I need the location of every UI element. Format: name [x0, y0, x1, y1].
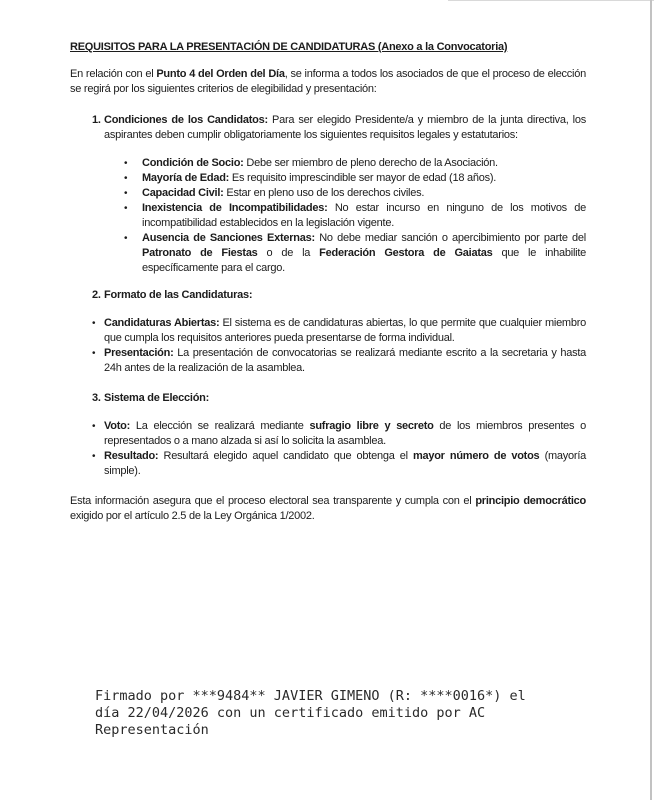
signature-line: Firmado por ***9484** JAVIER GIMENO (R: ****0016*) el — [95, 688, 526, 704]
list-item — [70, 201, 586, 231]
list-item — [70, 171, 586, 186]
list-item-text: Capacidad Civil: Estar en pleno uso de los derechos civiles. — [142, 187, 425, 199]
bullet-icon: • — [124, 203, 128, 214]
item-number: 2. — [92, 289, 101, 301]
bullet-list-1 — [70, 156, 586, 276]
item-heading: Formato de las Candidaturas: — [104, 289, 253, 301]
numbered-item-3 — [70, 391, 586, 406]
signature-block — [95, 688, 526, 739]
bullet-list-3 — [70, 419, 586, 479]
list-item-text: Resultado: Resultará elegido aquel candidato que obtenga el mayor número de votos (mayoría simple). — [104, 450, 586, 477]
list-item — [70, 156, 586, 171]
list-item-text: Ausencia de Sanciones Externas: No debe mediar sanción o apercibimiento por parte del Patronato de Fiestas o de la Federación Gestora de Gaiatas que le inhabilite específicamente para el cargo. — [142, 232, 587, 274]
list-item-text: Mayoría de Edad: Es requisito imprescindible ser mayor de edad (18 años). — [142, 172, 497, 184]
scan-edge-top — [448, 0, 654, 1]
list-item-text: Inexistencia de Incompatibilidades: No estar incurso en ninguno de los motivos de incompatibilidad establecidos en la legislación vigente. — [142, 202, 586, 229]
bullet-icon: • — [124, 158, 128, 169]
item-number: 3. — [92, 392, 101, 404]
list-item — [70, 186, 586, 201]
list-item — [70, 449, 586, 479]
numbered-item-2 — [70, 288, 586, 303]
bullet-icon: • — [92, 348, 96, 359]
bullet-icon: • — [124, 188, 128, 199]
document-content — [70, 40, 586, 524]
list-item — [70, 316, 586, 346]
closing-paragraph: Esta información asegura que el proceso electoral sea transparente y cumpla con el principio democrático exigido por el artículo 2.5 de la Ley Orgánica 1/2002. — [70, 495, 586, 522]
bullet-icon: • — [124, 173, 128, 184]
list-item-text: Presentación: La presentación de convocatorias se realizará mediante escrito a la secretaria y hasta 24h antes de la realización de la asamblea. — [104, 347, 586, 374]
bullet-icon: • — [92, 451, 96, 462]
signature-line: Representación — [95, 722, 209, 738]
list-item-text: Condición de Socio: Debe ser miembro de pleno derecho de la Asociación. — [142, 157, 498, 169]
item-heading: Sistema de Elección: — [104, 392, 210, 404]
document-title: REQUISITOS PARA LA PRESENTACIÓN DE CANDIDATURAS (Anexo a la Convocatoria) — [70, 41, 508, 53]
list-item — [70, 419, 586, 449]
bullet-icon: • — [92, 421, 96, 432]
intro-paragraph: En relación con el Punto 4 del Orden del Día, se informa a todos los asociados de que el proceso de elección se regirá por los siguientes criterios de elegibilidad y presentación: — [70, 68, 586, 95]
list-item — [70, 346, 586, 376]
signature-line: día 22/04/2026 con un certificado emitido por AC — [95, 705, 486, 721]
item-number: 1. — [92, 114, 101, 126]
item-heading: Condiciones de los Candidatos: Para ser elegido Presidente/a y miembro de la junta directiva, los aspirantes deben cumplir obligatoriamente los siguientes requisitos legales y estatutarios: — [104, 114, 586, 141]
bullet-list-2 — [70, 316, 586, 376]
scan-edge-right — [650, 0, 652, 800]
numbered-item-1 — [70, 113, 586, 143]
bullet-icon: • — [124, 233, 128, 244]
list-item-text: Candidaturas Abiertas: El sistema es de candidaturas abiertas, lo que permite que cualquier miembro que cumpla los requisitos anteriores pueda presentarse de forma individual. — [104, 317, 586, 344]
list-item — [70, 231, 586, 276]
bullet-icon: • — [92, 318, 96, 329]
list-item-text: Voto: La elección se realizará mediante sufragio libre y secreto de los miembros presentes o representados o a mano alzada si así lo solicita la asamblea. — [104, 420, 587, 447]
